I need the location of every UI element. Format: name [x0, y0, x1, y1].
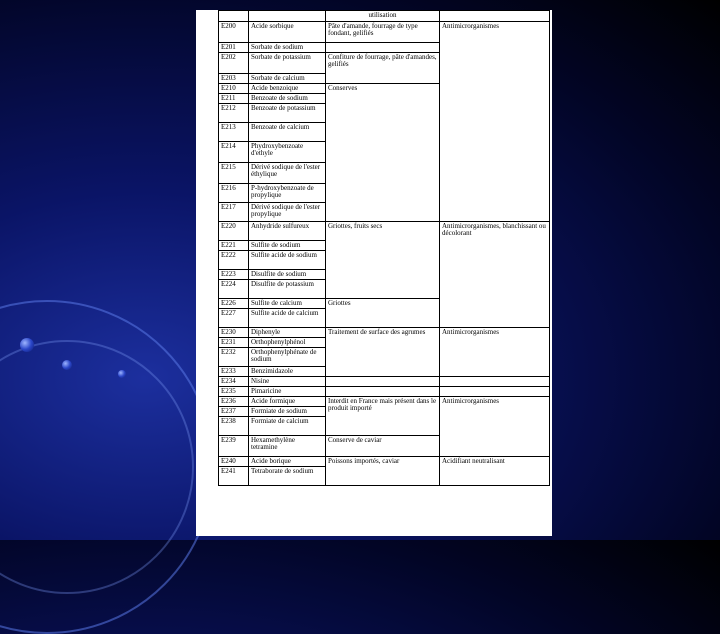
code-cell: E212	[219, 104, 249, 123]
table-row	[219, 222, 550, 241]
name-cell: Tetraborate de sodium	[249, 467, 326, 486]
name-cell: Benzoate de sodium	[249, 94, 326, 104]
code-cell: E237	[219, 407, 249, 417]
name-cell: Sulfite de sodium	[249, 241, 326, 251]
name-cell: Acide borique	[249, 457, 326, 467]
code-cell: E233	[219, 367, 249, 377]
name-cell: Acide benzoique	[249, 84, 326, 94]
use-cell	[326, 43, 440, 53]
use-cell: Griottes, fruits secs	[326, 222, 440, 299]
code-cell: E238	[219, 417, 249, 436]
use-cell: Poissons importés, caviar	[326, 457, 440, 486]
header-cell	[219, 11, 249, 22]
code-cell: E241	[219, 467, 249, 486]
code-cell: E235	[219, 387, 249, 397]
role-cell: Antimicrorganismes	[440, 397, 550, 457]
code-cell: E230	[219, 328, 249, 338]
code-cell: E210	[219, 84, 249, 94]
code-cell: E226	[219, 299, 249, 309]
additives-table	[218, 10, 550, 486]
background-dot	[20, 338, 34, 352]
code-cell: E234	[219, 377, 249, 387]
code-cell: E203	[219, 74, 249, 84]
table-header-row	[219, 11, 550, 22]
table-row	[219, 22, 550, 43]
header-cell	[440, 11, 550, 22]
name-cell: Sulfite de calcium	[249, 299, 326, 309]
role-cell	[440, 377, 550, 387]
code-cell: E220	[219, 222, 249, 241]
name-cell: Sorbate de sodium	[249, 43, 326, 53]
code-cell: E214	[219, 142, 249, 163]
code-cell: E211	[219, 94, 249, 104]
name-cell: Formiate de calcium	[249, 417, 326, 436]
name-cell: Sulfite acide de sodium	[249, 251, 326, 270]
name-cell: Sorbate de calcium	[249, 74, 326, 84]
name-cell: Acide sorbique	[249, 22, 326, 43]
name-cell: Orthophenylphénol	[249, 338, 326, 348]
name-cell: Dérivé sodique de l'ester éthylique	[249, 163, 326, 184]
code-cell: E223	[219, 270, 249, 280]
table-row	[219, 457, 550, 467]
role-cell: Antimicrorganismes	[440, 328, 550, 377]
use-cell: Interdit en France mais présent dans le produit importé	[326, 397, 440, 436]
name-cell: Disulfite de potassium	[249, 280, 326, 299]
code-cell: E201	[219, 43, 249, 53]
code-cell: E200	[219, 22, 249, 43]
use-cell: Traitement de surface des agrumes	[326, 328, 440, 377]
role-cell: Acidifiant neutralisant	[440, 457, 550, 486]
use-cell: Pâte d'amande, fourrage de type fondant, gelifiés	[326, 22, 440, 43]
name-cell: Acide formique	[249, 397, 326, 407]
name-cell: Disulfite de sodium	[249, 270, 326, 280]
use-cell: Confiture de fourrage, pâte d'amandes, gelifiés	[326, 53, 440, 84]
name-cell: Pimaricine	[249, 387, 326, 397]
code-cell: E239	[219, 436, 249, 457]
code-cell: E215	[219, 163, 249, 184]
name-cell: P-hydroxybenzoate de propylique	[249, 184, 326, 203]
name-cell: Orthophenylphénate de sodium	[249, 348, 326, 367]
table-row	[219, 328, 550, 338]
role-cell: Antimicrorganismes	[440, 22, 550, 222]
header-cell	[249, 11, 326, 22]
code-cell: E224	[219, 280, 249, 299]
name-cell: Benzoate de potassium	[249, 104, 326, 123]
name-cell: Anhydride sulfureux	[249, 222, 326, 241]
code-cell: E227	[219, 309, 249, 328]
role-cell	[440, 387, 550, 397]
table-row	[219, 387, 550, 397]
code-cell: E216	[219, 184, 249, 203]
document-page	[196, 10, 552, 536]
background-dot	[62, 360, 72, 370]
use-cell: Conserve de caviar	[326, 436, 440, 457]
name-cell: Diphenyle	[249, 328, 326, 338]
name-cell: Dérivé sodique de l'ester propylique	[249, 203, 326, 222]
name-cell: Benzimidazole	[249, 367, 326, 377]
use-cell: Griottes	[326, 299, 440, 328]
code-cell: E213	[219, 123, 249, 142]
use-cell	[326, 387, 440, 397]
code-cell: E217	[219, 203, 249, 222]
name-cell: Benzoate de calcium	[249, 123, 326, 142]
code-cell: E221	[219, 241, 249, 251]
name-cell: Phydroxybenzoate d'ethyle	[249, 142, 326, 163]
header-cell-utilisation: utilisation	[326, 11, 440, 22]
table-row	[219, 377, 550, 387]
code-cell: E232	[219, 348, 249, 367]
code-cell: E231	[219, 338, 249, 348]
use-cell	[326, 377, 440, 387]
code-cell: E240	[219, 457, 249, 467]
name-cell: Hexamethylène tetramine	[249, 436, 326, 457]
code-cell: E202	[219, 53, 249, 74]
code-cell: E236	[219, 397, 249, 407]
name-cell: Sorbate de potassium	[249, 53, 326, 74]
background-dot	[118, 370, 126, 378]
name-cell: Sulfite acide de calcium	[249, 309, 326, 328]
role-cell: Antimicrorganismes, blanchissant ou décolorant	[440, 222, 550, 328]
use-cell: Conserves	[326, 84, 440, 222]
code-cell: E222	[219, 251, 249, 270]
name-cell: Nisine	[249, 377, 326, 387]
table-row	[219, 397, 550, 407]
name-cell: Formiate de sodium	[249, 407, 326, 417]
